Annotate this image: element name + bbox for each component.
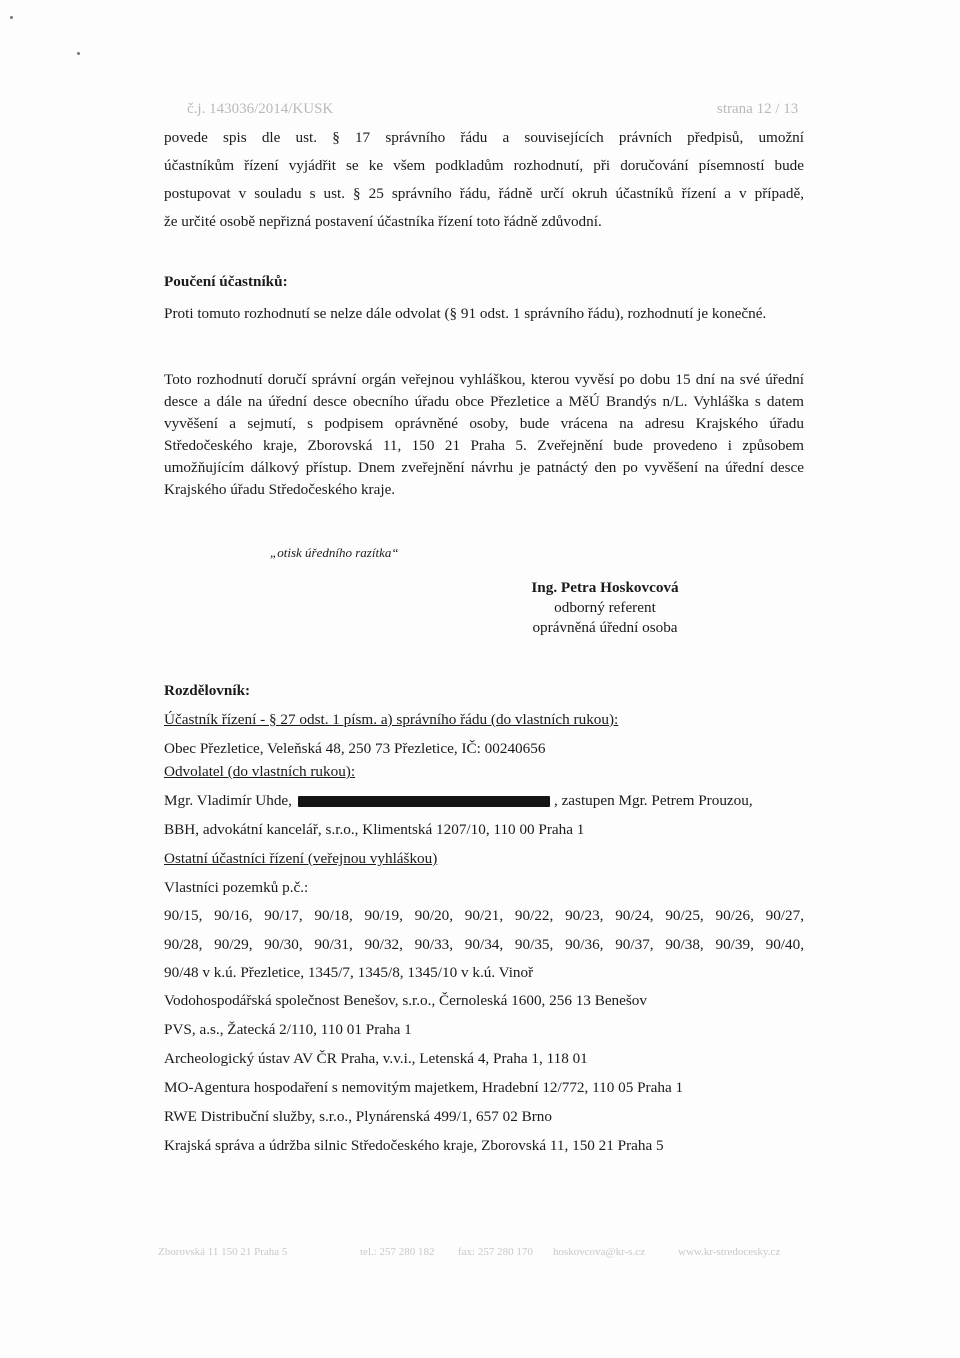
stamp-placeholder: „otisk úředního razítka“ <box>270 545 399 560</box>
parcels-line: 90/15, 90/16, 90/17, 90/18, 90/19, 90/20, 90/21, 90/22, 90/23, 90/24, 90/25, 90/26, 90/27, <box>164 907 804 924</box>
distribution-heading: Rozdělovník: <box>164 682 251 699</box>
recipient-line: Vodohospodářská společnost Benešov, s.r.o., Černoleská 1600, 256 13 Benešov <box>164 992 647 1009</box>
footer-email: hoskovcova@kr-s.cz <box>553 1246 646 1258</box>
intro-line: povede spis dle ust. § 17 správního řádu a souvisejících právních předpisů, umožní <box>164 129 804 146</box>
intro-paragraph <box>164 124 804 236</box>
appellant-suffix: , zastupen Mgr. Petrem Prouzou, <box>553 792 753 809</box>
redaction-bar <box>298 796 550 807</box>
participant-heading: Účastník řízení - § 27 odst. 1 písm. a) správního řádu (do vlastních rukou): <box>164 711 619 728</box>
signatory-name: Ing. Petra Hoskovcová <box>531 579 679 596</box>
instruction-text: Proti tomuto rozhodnutí se nelze dále odvolat (§ 91 odst. 1 správního řádu), rozhodnutí je konečné. <box>164 305 767 322</box>
appellant-prefix: Mgr. Vladimír Uhde, <box>164 792 292 809</box>
scan-artifact-dot <box>77 52 80 55</box>
appellant-representative-line: BBH, advokátní kancelář, s.r.o., Klimentská 1207/10, 110 00 Praha 1 <box>164 821 585 838</box>
recipient-line: MO-Agentura hospodaření s nemovitým majetkem, Hradební 12/772, 110 05 Praha 1 <box>164 1079 684 1096</box>
signature-block <box>480 578 730 638</box>
intro-line: postupovat v souladu s ust. § 25 správního řádu, řádně určí okruh účastníků řízení a v případě, <box>164 185 804 202</box>
signatory-role: oprávněná úřední osoba <box>532 619 678 636</box>
footer-address: Zborovská 11 150 21 Praha 5 <box>158 1246 288 1258</box>
recipient-line: Archeologický ústav AV ČR Praha, v.v.i., Letenská 4, Praha 1, 118 01 <box>164 1050 588 1067</box>
scan-artifact-dot <box>10 16 13 19</box>
instruction-heading: Poučení účastníků: <box>164 273 288 290</box>
intro-line: účastníkům řízení vyjádřit se ke všem podkladům rozhodnutí, při doručování písemností bude <box>164 157 804 174</box>
others-heading: Ostatní účastníci řízení (veřejnou vyhláškou) <box>164 850 438 867</box>
footer-fax: fax: 257 280 170 <box>458 1246 533 1258</box>
appellant-line <box>164 792 753 810</box>
participant-line: Obec Přezletice, Veleňská 48, 250 73 Přezletice, IČ: 00240656 <box>164 740 546 757</box>
parcels-line: 90/48 v k.ú. Přezletice, 1345/7, 1345/8, 1345/10 v k.ú. Vinoř <box>164 964 534 981</box>
page-number: strana 12 / 13 <box>717 101 799 117</box>
parcels-line: 90/28, 90/29, 90/30, 90/31, 90/32, 90/33, 90/34, 90/35, 90/36, 90/37, 90/38, 90/39, 90/40, <box>164 936 804 953</box>
delivery-paragraph: Toto rozhodnutí doručí správní orgán veřejnou vyhláškou, kterou vyvěsí po dobu 15 dní na své úřední desce a dále na úřední desce obecního úřadu obce Přezletice a MěÚ Brandýs n/L. Vyhláška s datem vyvěšení a sejmutí, s podpisem oprávněné osoby, bude vrácena na adresu Krajského úřadu Středočeského kraje, Zborovská 11, 150 21 Praha 5. Zveřejnění bude provedeno i způsobem umožňujícím dálkový přístup. Dnem zveřejnění návrhu je patnáctý den po vyvěšení na úřední desce Krajského úřadu Středočeského kraje. <box>164 371 804 498</box>
recipient-line: PVS, a.s., Žatecká 2/110, 110 01 Praha 1 <box>164 1021 412 1038</box>
recipient-line: Krajská správa a údržba silnic Středočeského kraje, Zborovská 11, 150 21 Praha 5 <box>164 1137 664 1154</box>
footer-phone: tel.: 257 280 182 <box>360 1246 435 1258</box>
reference-number: č.j. 143036/2014/KUSK <box>187 101 334 117</box>
recipient-line: RWE Distribuční služby, s.r.o., Plynárenská 499/1, 657 02 Brno <box>164 1108 552 1125</box>
owners-label: Vlastníci pozemků p.č.: <box>164 879 309 896</box>
footer-web: www.kr-stredocesky.cz <box>678 1246 781 1258</box>
intro-line: že určité osobě nepřizná postavení účastníka řízení toto řádně zdůvodní. <box>164 213 602 230</box>
appellant-heading: Odvolatel (do vlastních rukou): <box>164 763 356 780</box>
signatory-title: odborný referent <box>554 599 656 616</box>
